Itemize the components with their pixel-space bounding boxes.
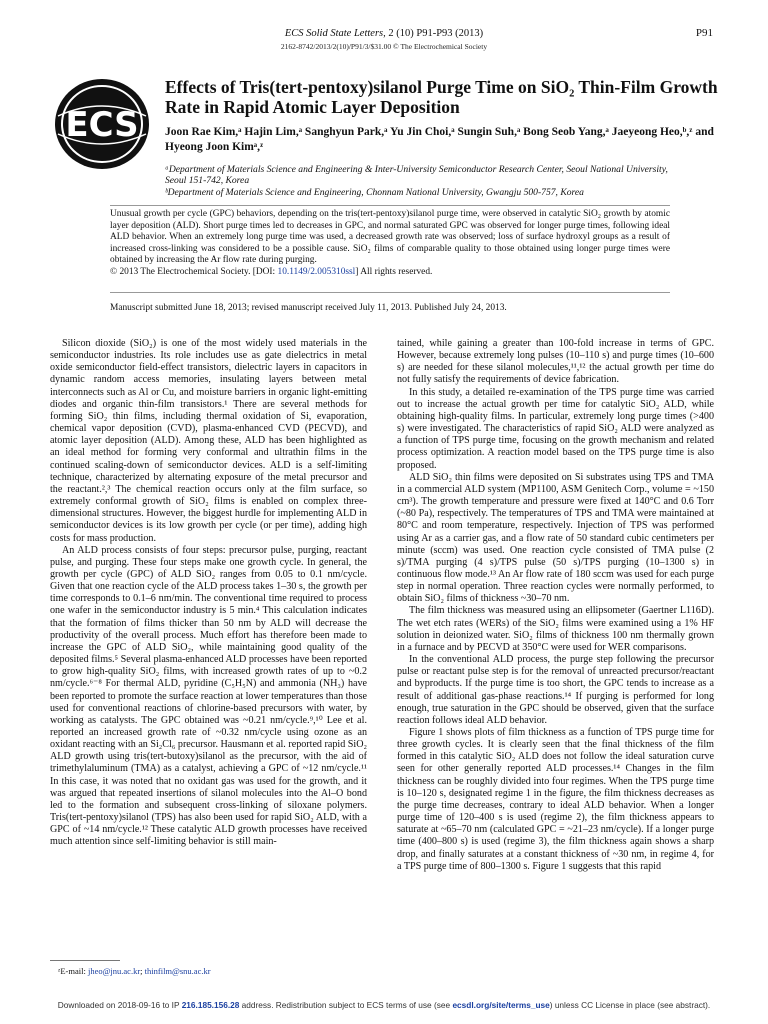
paragraph: An ALD process consists of four steps: precursor pulse, purging, reactant pulse, and purging. These four steps make one growth cycle. In general, the growth per cycle (GPC) of ALD SiO₂ ranges from 0.05 to 0.1 nm/cycle. Given that one reaction cycle of the ALD process takes 1–30 s, the growth per time corresponds to 0.1–6 nm/min. The conventional time required to process one wafer in the semiconductor industry is 5 min.⁴ This calculation indicates that the formation of films thicker than 50 nm by ALD will decrease the productivity of the overall process. Much effort has therefore been made to increase the GPC of ALD SiO₂, while maintaining good quality of the deposited films.⁵ Several plasma-enhanced ALD processes have been reported to grow high-quality SiO₂ films, with increased growth rates of up to ~0.2 nm/cycle.⁶⁻⁸ For thermal ALD, pyridine (C₅H₅N) and ammonia (NH₃) have been reported to promote the surface reaction at lower temperatures than those used for conventional reactions of chlorine-based precursors with water, by working as catalysts. The GPC obtained was ~0.21 nm/cycle.⁹,¹⁰ Lee et al. reported an increased growth rate of ~0.32 nm/cycle using ozone as an oxidant reacting with an Si₂Cl₆ precursor. Hausmann et al. reported rapid SiO₂ ALD growth using tris(tert-butoxy)silanol as the precursor, with the aid of trimethylaluminum (TMA) as a catalyst, achieving a GPC of ~12 nm/cycle.¹¹ In this case, it was noted that no oxidant gas was used for the growth, and it was argued that repeated insertions of silanol molecules into the Al–O bond led to the formation and subsequent cross-linking of siloxane polymers. Tris(tert-pentoxy)silanol (TPS) has also been used for rapid SiO₂ ALD, with a GPC of ~14 nm/cycle.¹² These catalytic ALD growth processes have received much attention since self-limiting behavior is still main- — [50, 544, 367, 848]
rights-text: ] All rights reserved. — [355, 266, 433, 277]
terms-link[interactable]: ecsdl.org/site/terms_use — [452, 1000, 550, 1010]
body-column-right — [397, 338, 714, 873]
paragraph: ALD SiO₂ thin films were deposited on Si substrates using TPS and TMA in a commercial ALD system (MP1100, ASM Genitech Corp., volume = ~150 cm³). The growth temperature and pressure were fixed at 140°C and 0.6 Torr (~80 Pa), respectively. The temperatures of TPS and TMA were maintained at 80°C and room temperature, respectively. Injection of TPS was performed using Ar as a carrier gas, and a flow rate of 50 standard cubic centimeters per minute (sccm) was used. One reaction cycle consisted of TMA pulse (2 s)/TMA purging (4 s)/TPS pulse (50 s)/TPS purging (10–1300 s) in continuous flow mode.¹³ An Ar flow rate of 180 sccm was used for each purge step in normal operation. Three reaction cycles were normally performed, to obtain SiO₂ films of thickness ~30–70 nm. — [397, 471, 714, 605]
download-prefix: Downloaded on 2018-09-16 to IP — [57, 1000, 182, 1010]
ecs-logo — [52, 76, 152, 172]
download-middle: address. Redistribution subject to ECS terms of use (see — [239, 1000, 453, 1010]
email-label: ᶻE-mail: — [58, 966, 88, 976]
email-link-1[interactable]: jheo@jnu.ac.kr — [87, 966, 141, 976]
doi-link[interactable]: 10.1149/2.005310ssl — [277, 266, 356, 277]
ip-address: 216.185.156.28 — [181, 1000, 240, 1010]
abstract — [110, 209, 670, 279]
manuscript-dates: Manuscript submitted June 18, 2013; revised manuscript received July 11, 2013. Published July 24, 2013. — [110, 303, 507, 313]
abstract-text: Unusual growth per cycle (GPC) behaviors, depending on the tris(tert-pentoxy)silanol purge time, were observed in catalytic SiO₂ growth by atomic layer deposition (ALD). Short purge times led to decreases in GPC, and normal saturated GPC was observed for longer purge times, following ideal ALD behavior. When an extremely long purge time was used, a decreased growth rate was observed; loss of surface hydroxyl groups as a result of increased cross-linking was considered to be a possible cause. SiO₂ films of comparable quality to those obtained using longer purge times were obtained by increasing the Ar flow rate during purging. — [110, 209, 670, 266]
affiliations — [165, 164, 685, 198]
article-title: Effects of Tris(tert-pentoxy)silanol Purge Time on SiO₂ Thin-Film Growth Rate in Rapid Atomic Layer Deposition — [165, 77, 718, 117]
journal-name: ECS Solid State Letters, — [284, 28, 386, 39]
author-list: Joon Rae Kim,ᵃ Hajin Lim,ᵃ Sanghyun Park,ᵃ Yu Jin Choi,ᵃ Sungin Suh,ᵃ Bong Seob Yang,ᵃ Jaeyeong Heo,ᵇ,ᶻ and Hyeong Joon Kimᵃ,ᶻ — [165, 126, 714, 153]
paragraph: tained, while gaining a greater than 100-fold increase in terms of GPC. However, because extremely long pulses (10–110 s) and purge times (10–600 s) are needed for these silanol molecules,¹¹,¹² the actual growth per time do not fully satisfy the requirements of device fabrication. — [397, 338, 714, 386]
paragraph: In the conventional ALD process, the purge step following the precursor pulse or reactant pulse step is for the removal of unreacted precursor/reactant and byproducts. If the purge time is too short, the GPC tends to increase as a result of additional gas-phase reactions.¹⁴ If purging is performed for long enough, true saturation in the GPC should be observed, given that the surface reaction follows ideal ALD behavior. — [397, 654, 714, 726]
svg-text:ECS: ECS — [65, 105, 139, 145]
download-notice — [0, 1000, 768, 1010]
paragraph: Silicon dioxide (SiO₂) is one of the most widely used materials in the semiconductor industries. Its role includes use as gate dielectrics in metal oxide semiconductor field-effect transistors, dielectric layers in capacitors in dynamic random access memories, insulating layers between metal interconnects such as Al or Cu, and moisture barriers in organic light-emitting diodes and organic thin-film transistors.¹ There are several methods for forming SiO₂ thin films, including thermal oxidation of Si, evaporation, chemical vapor deposition (CVD), plasma-enhanced CVD (PECVD), and atomic layer deposition (ALD). Among these, ALD has been highlighted as an ideal method for forming very conformal and ultrathin films in the continued scaling-down of semiconductor devices. ALD is a self-limiting technique, characterized by alternating exposure of the metal precursor and the reactant.²,³ The chemical reaction occurs only at the film surface, so extremely conformal growth of SiO₂ films is enabled on complex three-dimensional structures. However, the biggest hurdle for implementing ALD in semiconductor devices is its low growth per cycle (or per time), adding high costs for mass production. — [50, 338, 367, 544]
download-suffix: ) unless CC License in place (see abstract). — [549, 1000, 711, 1010]
copyright-text: © 2013 The Electrochemical Society. [DOI: — [110, 266, 278, 277]
page-number: P91 — [695, 27, 713, 39]
journal-volume: 2 (10) P91-P93 (2013) — [388, 28, 484, 39]
abstract-top-rule — [110, 205, 670, 206]
body-column-left — [50, 338, 367, 849]
abstract-bottom-rule — [110, 292, 670, 293]
journal-citation — [0, 28, 768, 39]
paragraph: In this study, a detailed re-examination of the TPS purge time was carried out to increase the actual growth per time for catalytic SiO₂ ALD, while obtaining high-quality films. In particular, extremely long purge times (>400 s) were investigated. The characteristics of rapid SiO₂ ALD were analyzed as a function of TPS purge time, focusing on the growth mechanism and related process optimization. A reaction model based on the TPS purge time is also proposed. — [397, 386, 714, 471]
paragraph: The film thickness was measured using an ellipsometer (Gaertner L116D). The wet etch rates (WERs) of the SiO₂ films were examined using a 1% HF solution in deionized water. SiO₂ films of thickness 100 nm thermally grown in a furnace and by PECVD at 350°C were used for WER comparisons. — [397, 605, 714, 653]
footnote-email — [58, 966, 211, 976]
email-sep: ; — [140, 966, 145, 976]
affiliation-b: ᵇDepartment of Materials Science and Engineering, Chonnam National University, Gwangju 500-757, Korea — [165, 186, 584, 198]
issn-line: 2162-8742/2013/2(10)/P91/3/$31.00 © The Electrochemical Society — [280, 42, 488, 51]
email-link-2[interactable]: thinfilm@snu.ac.kr — [144, 966, 211, 976]
affiliation-a: ᵃDepartment of Materials Science and Engineering & Inter-University Semiconductor Research Center, Seoul National University, Seoul 151-742, Korea — [165, 164, 668, 187]
paragraph: Figure 1 shows plots of film thickness as a function of TPS purge time for three growth cycles. It is clearly seen that the final thickness of the film formed in this catalytic SiO₂ ALD does not follow the ideal saturation curve seen for other generally reported ALD processes.¹⁴ Changes in the film thickness can be roughly divided into four regimes. When the TPS purge time is 10–120 s, designated regime 1 in the figure, the film thickness decreases as the purge time decreases, contrary to ideal ALD behavior. When a longer purge time of 120–400 s is used (regime 2), the film thickness appears to saturate at ~65–70 nm (calculated GPC = ~21–23 nm/cycle). If a longer purge time (400–800 s) is used (regime 3), the film thickness again shows a sharp drop, and finally saturates at a constant thickness of ~30 nm, in regime 4, for a TPS purge time of 800–1300 s. Figure 1 suggests that this rapid — [397, 727, 714, 872]
footnote-rule — [50, 960, 120, 961]
